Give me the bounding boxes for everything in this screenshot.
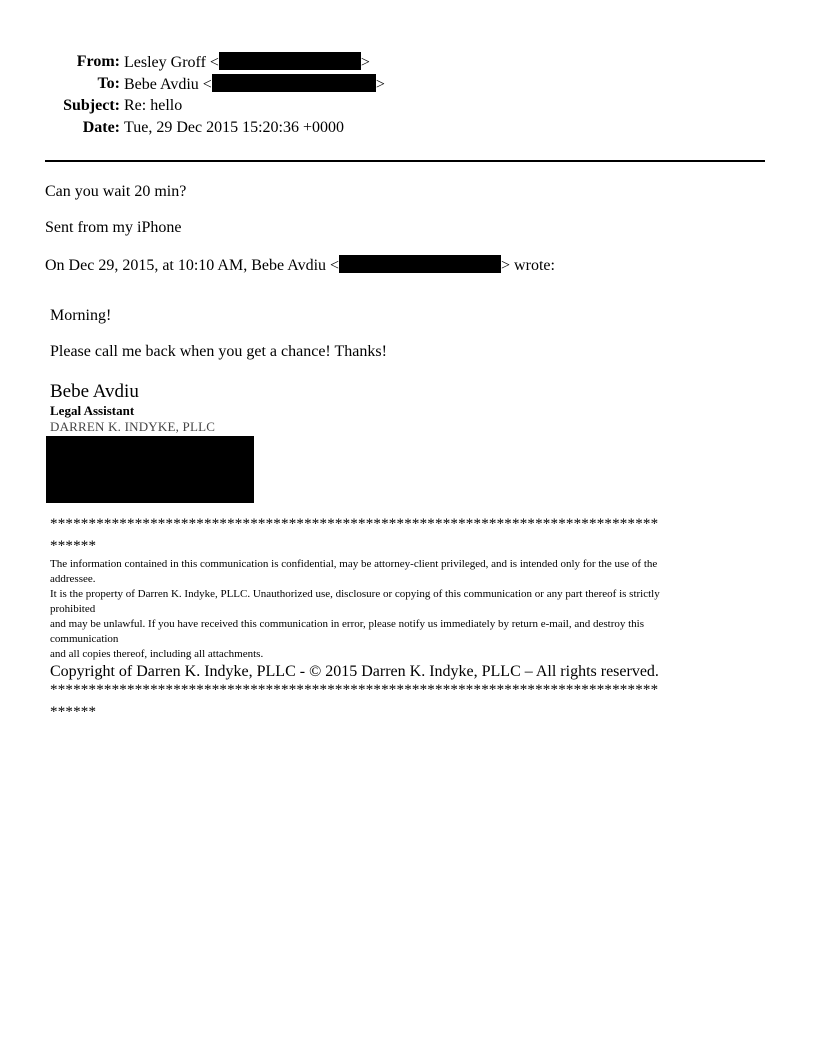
quoted-greeting: Morning!: [50, 307, 112, 324]
signature-firm: DARREN K. INDYKE, PLLC: [50, 419, 216, 434]
to-email-redaction: [212, 74, 376, 92]
disclaimer-line-5: and may be unlawful. If you have received this communication in error, please notify us immediately by return e-mail, and destroy this: [50, 618, 644, 630]
header-divider: [45, 160, 765, 162]
disclaimer-line-2: addressee.: [50, 573, 96, 585]
attribution-after: > wrote:: [501, 257, 555, 274]
to-close: >: [375, 76, 385, 93]
from-email-redaction: [219, 52, 361, 70]
subject-label-wrap: [0, 96, 120, 116]
to-label: To:: [97, 75, 120, 92]
disclaimer-line-6: communication: [50, 633, 119, 645]
from-label-wrap: [0, 52, 120, 72]
reply-line-2: Sent from my iPhone: [45, 219, 182, 236]
signature-title: Legal Assistant: [50, 403, 135, 418]
to-value: [124, 74, 385, 95]
copyright-notice: Copyright of Darren K. Indyke, PLLC - © 2015 Darren K. Indyke, PLLC – All rights reserved.: [50, 663, 659, 680]
disclaimer-line-1: The information contained in this communication is confidential, may be attorney-client privileged, and is intended only for the use of the: [50, 558, 658, 570]
reply-line-1: Can you wait 20 min?: [45, 183, 187, 200]
subject-value: Re: hello: [124, 97, 183, 114]
date-value: Tue, 29 Dec 2015 15:20:36 +0000: [124, 119, 344, 136]
disclaimer-line-3: It is the property of Darren K. Indyke, PLLC. Unauthorized use, disclosure or copying of this communication or any part thereof is strictly: [50, 588, 660, 600]
attribution-before: On Dec 29, 2015, at 10:10 AM, Bebe Avdiu <: [45, 257, 340, 274]
reply-attribution: [45, 255, 555, 276]
from-label: From:: [76, 53, 120, 70]
signature-redaction: [46, 436, 254, 503]
subject-label: Subject:: [63, 97, 120, 114]
header-subject-row: [0, 96, 816, 116]
disclaimer-line-7: and all copies thereof, including all attachments.: [50, 648, 264, 660]
to-name: Bebe Avdiu <: [124, 76, 212, 93]
signature-name: Bebe Avdiu: [50, 381, 139, 402]
disclaimer-line-4: prohibited: [50, 603, 96, 615]
header-from-row: [0, 52, 816, 72]
from-name: Lesley Groff <: [124, 54, 219, 71]
stars-top-line-1: *******************************************************************************: [50, 516, 659, 532]
stars-bottom-line-2: ******: [50, 704, 97, 720]
attribution-email-redaction: [339, 255, 501, 273]
quoted-message: Please call me back when you get a chance! Thanks!: [50, 343, 387, 360]
from-value: [124, 52, 370, 73]
header-date-row: [0, 118, 816, 138]
date-label-wrap: [0, 118, 120, 138]
stars-bottom-line-1: *******************************************************************************: [50, 682, 659, 698]
from-close: >: [360, 54, 370, 71]
header-to-row: [0, 74, 816, 94]
stars-top-line-2: ******: [50, 538, 97, 554]
date-label: Date:: [82, 119, 120, 136]
to-label-wrap: [0, 74, 120, 94]
